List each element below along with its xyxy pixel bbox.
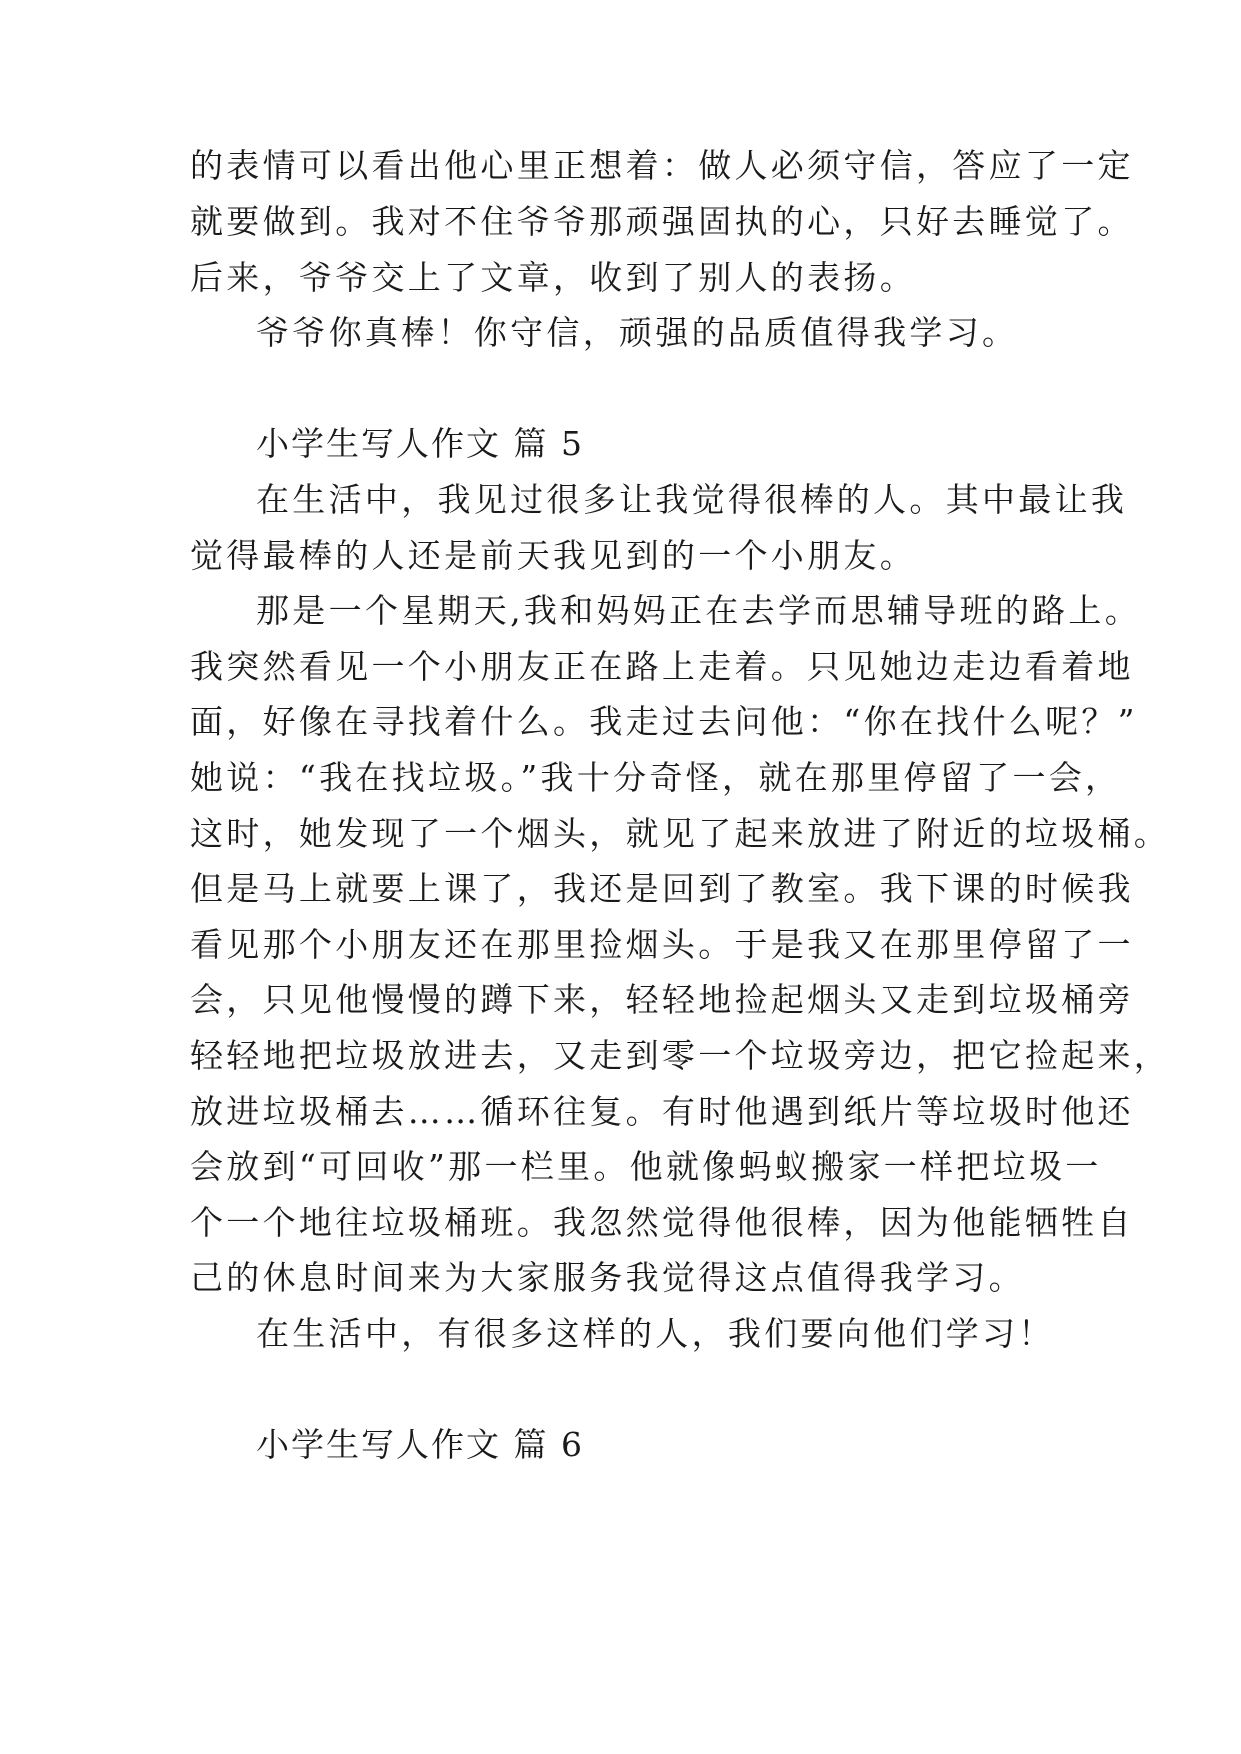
section-heading: 小学生写人作文 篇 6	[256, 1425, 584, 1464]
section-heading: 小学生写人作文 篇 5	[256, 424, 584, 463]
paragraph-line: 那是一个星期天,我和妈妈正在去学而思辅导班的路上。	[256, 591, 1141, 630]
paragraph-line: 己的休息时间来为大家服务我觉得这点值得我学习。	[190, 1258, 1025, 1297]
paragraph-line: 放进垃圾桶去……循环往复。有时他遇到纸片等垃圾时他还	[190, 1092, 1134, 1131]
paragraph-line: 的表情可以看出他心里正想着：做人必须守信，答应了一定	[190, 146, 1134, 185]
paragraph-line: 但是马上就要上课了，我还是回到了教室。我下课的时候我	[190, 869, 1134, 908]
paragraph-line: 会，只见他慢慢的蹲下来，轻轻地捡起烟头又走到垃圾桶旁	[190, 980, 1134, 1019]
paragraph-line: 我突然看见一个小朋友正在路上走着。只见她边走边看着地	[190, 647, 1134, 686]
paragraph-line: 她说：“我在找垃圾。”我十分奇怪，就在那里停留了一会，	[190, 758, 1122, 797]
paragraph-line: 在生活中，有很多这样的人，我们要向他们学习！	[256, 1314, 1055, 1353]
paragraph-line: 后来，爷爷交上了文章，收到了别人的表扬。	[190, 258, 916, 297]
paragraph-line: 轻轻地把垃圾放进去，又走到零一个垃圾旁边，把它捡起来，	[190, 1036, 1171, 1075]
paragraph-line: 会放到“可回收”那一栏里。他就像蚂蚁搬家一样把垃圾一	[190, 1147, 1102, 1186]
paragraph-line: 看见那个小朋友还在那里捡烟头。于是我又在那里停留了一	[190, 925, 1134, 964]
paragraph-line: 个一个地往垃圾桶班。我忽然觉得他很棒，因为他能牺牲自	[190, 1203, 1134, 1242]
paragraph-line: 在生活中，我见过很多让我觉得很棒的人。其中最让我	[256, 480, 1128, 519]
paragraph-line: 觉得最棒的人还是前天我见到的一个小朋友。	[190, 536, 916, 575]
paragraph-line: 就要做到。我对不住爷爷那顽强固执的心，只好去睡觉了。	[190, 202, 1134, 241]
paragraph-line: 爷爷你真棒！你守信，顽强的品质值得我学习。	[256, 313, 1019, 352]
paragraph-line: 这时，她发现了一个烟头，就见了起来放进了附近的垃圾桶。	[190, 814, 1171, 853]
paragraph-line: 面，好像在寻找着什么。我走过去问他：“你在找什么呢？”	[190, 702, 1138, 741]
